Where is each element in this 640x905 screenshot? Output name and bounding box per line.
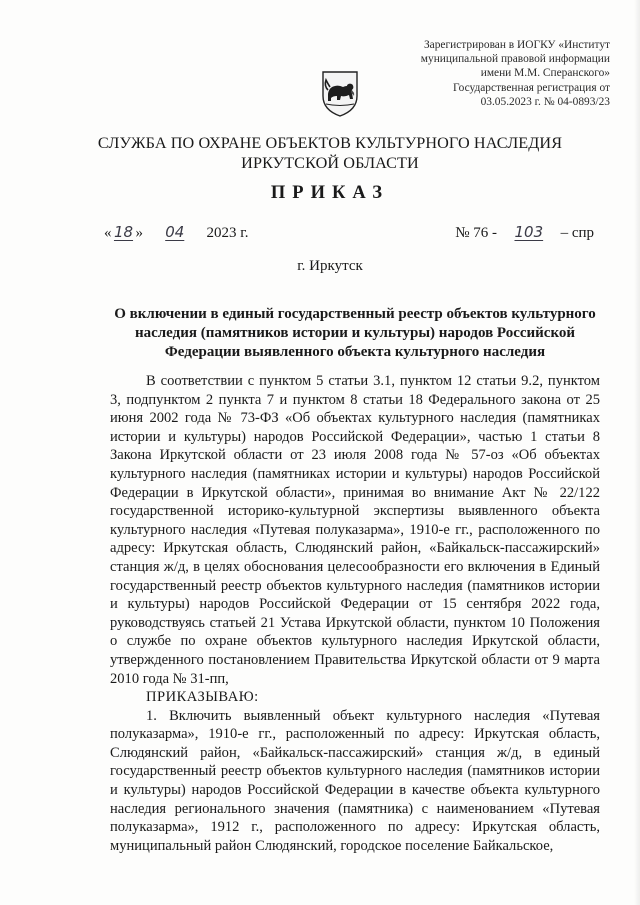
stamp-line: Зарегистрирован в ИОГКУ «Институт (423, 39, 610, 51)
registration-stamp (360, 38, 610, 109)
order-number (455, 223, 594, 242)
stamp-line: Государственная регистрация от (453, 81, 610, 94)
date-open-quote: « (104, 225, 112, 241)
subject-line: О включении в единый государственный реестр объектов культурного (114, 306, 596, 322)
subject-line: Федерации выявленного объекта культурного наследия (164, 344, 546, 361)
page-edge-shadow (634, 0, 640, 905)
number-value-handwritten: 103 (514, 223, 544, 241)
document-type-title: ПРИКАЗ (270, 183, 390, 203)
order-body (110, 372, 600, 855)
date-year: 2023 г. (206, 225, 249, 241)
order-directive-word: ПРИКАЗЫВАЮ: (146, 689, 259, 706)
order-item-1: 1. Включить выявленный объект культурного наследия «Путевая полуказарма», 1910-е гг., расположенный по адресу: Иркутская область, Слюдянский район, «Байкальск-пассажирский» станция ж/д, в единый государственный реестр объектов культурного наследия (памятников истории и культуры) народов Российской Федерации в качестве объекта культурного наследия регионального значения (памятника) с наименованием «Путевая полуказарма», 1912 г., расположенного по адресу: Иркутская область, муниципальный район Слюдянский, городское поселение Байкальское, (110, 707, 600, 854)
city-location: г. Иркутск (297, 258, 363, 274)
order-subject-heading (110, 305, 600, 363)
date-day-handwritten: 18 (113, 223, 134, 241)
stamp-line: имени М.М. Сперанского» (480, 67, 610, 80)
agency-name-line1: СЛУЖБА ПО ОХРАНЕ ОБЪЕКТОВ КУЛЬТУРНОГО НАСЛЕДИЯ (97, 134, 563, 152)
stamp-line: 03.05.2023 г. № 04-0893/23 (480, 95, 610, 108)
irkutsk-coat-of-arms-icon (320, 68, 360, 118)
number-prefix: № 76 - (455, 225, 498, 241)
preamble-paragraph: В соответствии с пунктом 5 статьи 3.1, пунктом 12 статьи 9.2, пунктом 3, подпунктом 2 пункта 7 и пунктом 8 статьи 18 Федерального закона от 25 июня 2002 года № 73-ФЗ «Об объектах культурного наследия (памятниках истории и культуры) народов Российской Федерации», частью 1 статьи 8 Закона Иркутской области от 23 июля 2008 года № 57-оз «Об объектах культурного наследия (памятниках истории и культуры) народов Российской Федерации в Иркутской области», принимая во внимание Акт № 22/122 государственной историко-культурной экспертизы выявленного объекта культурного наследия «Путевая полуказарма», 1910-е гг., расположенного по адресу: Иркутская область, Слюдянский район, «Байкальск-пассажирский» станция ж/д, в целях обоснования целесообразности его включения в Единый государственный реестр объектов культурного наследия (памятников истории и культуры) народов Российской Федерации от 15 сентября 2022 года, руководствуясь статьей 21 Устава Иркутской области, пунктом 10 Положения о службе по охране объектов культурного наследия Иркутской области, утвержденного постановлением Правительства Иркутской области от 9 марта 2010 года № 31-пп, (110, 373, 600, 687)
agency-name (60, 134, 600, 173)
number-suffix: – спр (560, 225, 594, 241)
stamp-line: муниципальной правовой информации (420, 53, 610, 66)
subject-line: наследия (памятников истории и культуры) народов Российской (134, 325, 576, 342)
date-close-quote: » (135, 225, 143, 241)
order-date (104, 223, 248, 242)
date-month-handwritten: 04 (165, 223, 185, 241)
agency-name-line2: ИРКУТСКОЙ ОБЛАСТИ (241, 153, 419, 172)
